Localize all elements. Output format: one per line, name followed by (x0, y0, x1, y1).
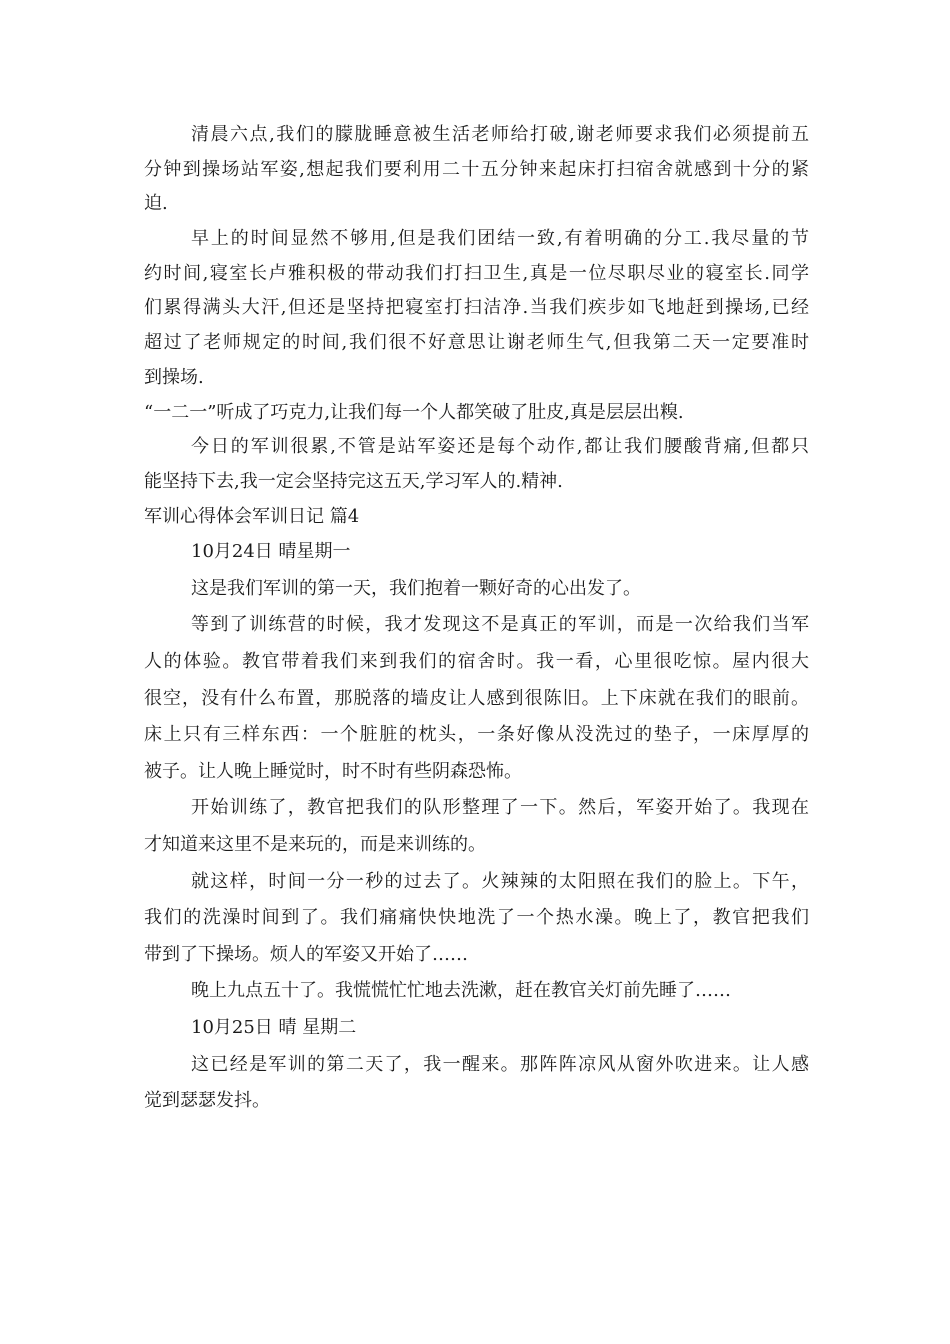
text-line: 人的体验。教官带着我们来到我们的宿舍时。我一看，心里很吃惊。屋内很大 (144, 651, 809, 673)
text-line: 开始训练了，教官把我们的队形整理了一下。然后，军姿开始了。我现在 (191, 797, 809, 819)
diary-section-a (144, 118, 809, 534)
text-line: 等到了训练营的时候，我才发现这不是真正的军训，而是一次给我们当军 (191, 614, 809, 636)
text-line: 床上只有三样东西：一个脏脏的枕头，一条好像从没洗过的垫子，一床厚厚的 (144, 724, 809, 746)
text-line: 这是我们军训的第一天，我们抱着一颗好奇的心出发了。 (191, 577, 641, 599)
text-line: 清晨六点,我们的朦胧睡意被生活老师给打破,谢老师要求我们必须提前五 (191, 124, 809, 145)
text-line: 超过了老师规定的时间,我们很不好意思让谢老师生气,但我第二天一定要准时 (144, 332, 809, 354)
paragraph (144, 571, 809, 608)
paragraph (144, 607, 809, 790)
paragraph (144, 222, 809, 395)
text-line: 觉到瑟瑟发抖。 (144, 1090, 270, 1112)
text-line: 带到了下操场。烦人的军姿又开始了…… (144, 943, 468, 965)
diary-date (144, 534, 809, 571)
section-heading (144, 500, 809, 535)
paragraph (144, 118, 809, 222)
paragraph (144, 1047, 809, 1120)
text-line: 才知道来这里不是来玩的，而是来训练的。 (144, 834, 486, 855)
date-line: 10月25日 晴 星期二 (191, 1016, 357, 1038)
paragraph (144, 430, 809, 499)
text-line: 晚上九点五十了。我慌慌忙忙地去洗漱，赶在教官关灯前先睡了…… (191, 980, 731, 1002)
diary-section-b (144, 534, 809, 1120)
text-line: “一二一”听成了巧克力,让我们每一个人都笑破了肚皮,真是层层出糗. (144, 401, 684, 423)
date-line: 10月24日 晴星期一 (191, 541, 351, 563)
text-line: 迫. (144, 193, 168, 215)
text-line: 就这样，时间一分一秒的过去了。火辣辣的太阳照在我们的脸上。下午， (191, 870, 809, 892)
text-line: 约时间,寝室长卢雅积极的带动我们打扫卫生,真是一位尽职尽业的寝室长.同学 (144, 262, 809, 284)
text-line: 今日的军训很累,不管是站军姿还是每个动作,都让我们腰酸背痛,但都只 (191, 436, 809, 458)
text-line: 分钟到操场站军姿,想起我们要利用二十五分钟来起床打扫宿舍就感到十分的紧 (144, 158, 809, 180)
text-line: 我们的洗澡时间到了。我们痛痛快快地洗了一个热水澡。晚上了，教官把我们 (144, 907, 809, 929)
paragraph (144, 864, 809, 974)
text-line: 被子。让人晚上睡觉时，时不时有些阴森恐怖。 (144, 760, 522, 782)
text-line: 们累得满头大汗,但还是坚持把寝室打扫洁净.当我们疾步如飞地赶到操场,已经 (144, 297, 809, 319)
text-line: 到操场. (144, 366, 204, 388)
text-line: 早上的时间显然不够用,但是我们团结一致,有着明确的分工.我尽量的节 (191, 228, 809, 250)
text-line: 这已经是军训的第二天了，我一醒来。那阵阵凉风从窗外吹进来。让人感 (191, 1053, 809, 1075)
document-body (144, 118, 809, 1120)
diary-date (144, 1010, 809, 1047)
paragraph (144, 790, 809, 863)
heading-line: 军训心得体会军训日记 篇4 (144, 505, 360, 527)
text-line: 很空，没有什么布置，那脱落的墙皮让人感到很陈旧。上下床就在我们的眼前。 (144, 687, 809, 709)
text-line: 能坚持下去,我一定会坚持完这五天,学习军人的.精神. (144, 470, 563, 492)
paragraph (144, 396, 809, 431)
paragraph (144, 973, 809, 1010)
